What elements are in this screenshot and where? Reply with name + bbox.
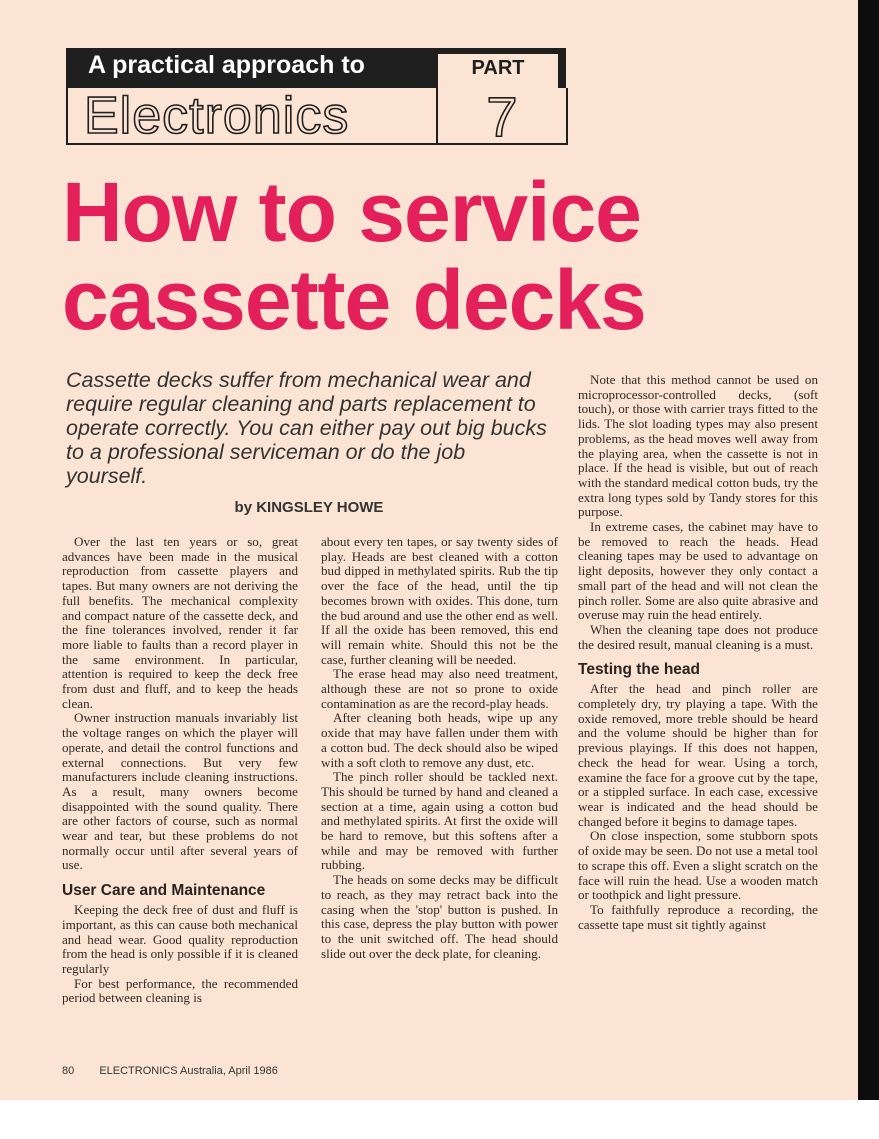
page-number: 80 — [62, 1065, 75, 1077]
part-label: PART — [471, 57, 525, 79]
paragraph: The pinch roller should be tackled next. This should be turned by hand and cleaned a section at a time, again using a cotton bud and methylated spirits. At first the oxide will be hard to remove, but this softens after a while and may be removed with further rubbing. — [321, 769, 558, 873]
scan-edge-bottom — [0, 1100, 879, 1139]
masthead-kicker: A practical approach to — [88, 51, 365, 79]
paragraph: When the cleaning tape does not produce the desired result, manual cleaning is a must. — [578, 621, 818, 652]
paragraph: Owner instruction manuals invariably list the voltage ranges on which the player will operate, and detail the control functions and external connections. But very few manufacturers include cleaning instructions. As a result, many owners become disappointed with the sound quality. There are other factors of course, such as normal wear and tear, but these problems do not normally occur until after several years of use. — [62, 710, 298, 873]
paragraph: For best performance, the recommended period between cleaning is — [62, 975, 298, 1006]
paragraph: On close inspection, some stubborn spots of oxide may be seen. Do not use a metal tool to scrape this off. Even a slight scratch on the face will ruin the head. Use a wooden match or toothpick and light pressure. — [578, 828, 818, 903]
paragraph: Keeping the deck free of dust and fluff is important, as this can cause both mechanical and head wear. Good quality reproduction from the head is only possible if it is cleaned regularly — [62, 902, 298, 976]
column-3 — [578, 373, 818, 932]
publication-credit: ELECTRONICS Australia, April 1986 — [99, 1065, 278, 1077]
subheading-user-care: User Care and Maintenance — [62, 882, 266, 900]
paragraph: Over the last ten years or so, great advances have been made in the musical reproduction from cassette players and tapes. But many owners are not deriving the full benefits. The mechanical complexity and compact nature of the cassette deck, and the fine tolerances involved, render it far more liable to faults than a record player in the same environment. In particular, attention is required to keep the deck free from dust and fluff, and to keep the heads clean. — [62, 534, 298, 711]
paragraph: about every ten tapes, or say twenty sides of play. Heads are best cleaned with a cotton bud dipped in methylated spirits. Rub the tip over the face of the head, until the tip becomes brown with oxides. This done, turn the bud around and use the other end as well. If all the oxide has been removed, this end will remain white. Should this not be the case, further cleaning will be needed. — [321, 534, 558, 667]
part-label-box — [438, 54, 558, 88]
standfirst: Cassette decks suffer from mechanical wear and require regular cleaning and parts replacement to operate correctly. You can either pay out big bucks to a professional serviceman or do the job yourself. — [66, 368, 547, 488]
column-1 — [62, 535, 298, 1006]
column-2 — [321, 535, 558, 961]
scan-edge-right — [858, 0, 879, 1139]
part-number: 7 — [486, 85, 518, 148]
paragraph: The heads on some decks may be difficult to reach, as they may retract back into the casing when the 'stop' button is pushed. In this case, depress the play button with power to the unit switched off. The head should slide out over the deck plate, for cleaning. — [321, 872, 558, 961]
paragraph: Note that this method cannot be used on microprocessor-controlled decks, (soft touch), or those with carrier trays fitted to the lids. The slot loading types may also present problems, as the head moves well away from the playing area, when the cassette is not in place. If the head is visible, but out of reach with the standard medical cotton buds, try the extra long types sold by Tandy stores for this purpose. — [578, 372, 818, 520]
series-masthead — [66, 48, 566, 148]
page-footer — [62, 1065, 362, 1077]
paragraph: In extreme cases, the cabinet may have to be removed to reach the heads. Head cleaning tapes may be used to advantage on light deposits, however they only contact a small part of the head and will not clean the pinch roller. Some are also quite abrasive and overuse may ruin the head entirely. — [578, 519, 818, 623]
series-title: Electronics — [84, 87, 350, 145]
subheading-testing-head: Testing the head — [578, 661, 701, 679]
headline-line-1: How to service — [62, 165, 641, 259]
paragraph: After cleaning both heads, wipe up any oxide that may have fallen under them with a cotton bud. The deck should also be wiped with a soft cloth to remove any dust, etc. — [321, 710, 558, 770]
paragraph: After the head and pinch roller are completely dry, try playing a tape. With the oxide removed, more treble should be heard and the volume should be higher than for previous playings. If this does not happen, check the head for wear. Using a torch, examine the face for a groove cut by the tape, or a stippled surface. In each case, excessive wear is indicated and the head should be changed before it begins to damage tapes. — [578, 681, 818, 829]
headline-line-2: cassette decks — [62, 253, 646, 347]
paragraph: The erase head may also need treatment, although these are not so prone to oxide contamination as are the record-play heads. — [321, 666, 558, 711]
paragraph: To faithfully reproduce a recording, the cassette tape must sit tightly against — [578, 901, 818, 932]
byline: by KINGSLEY HOWE — [234, 499, 384, 516]
article-headline — [62, 165, 822, 347]
